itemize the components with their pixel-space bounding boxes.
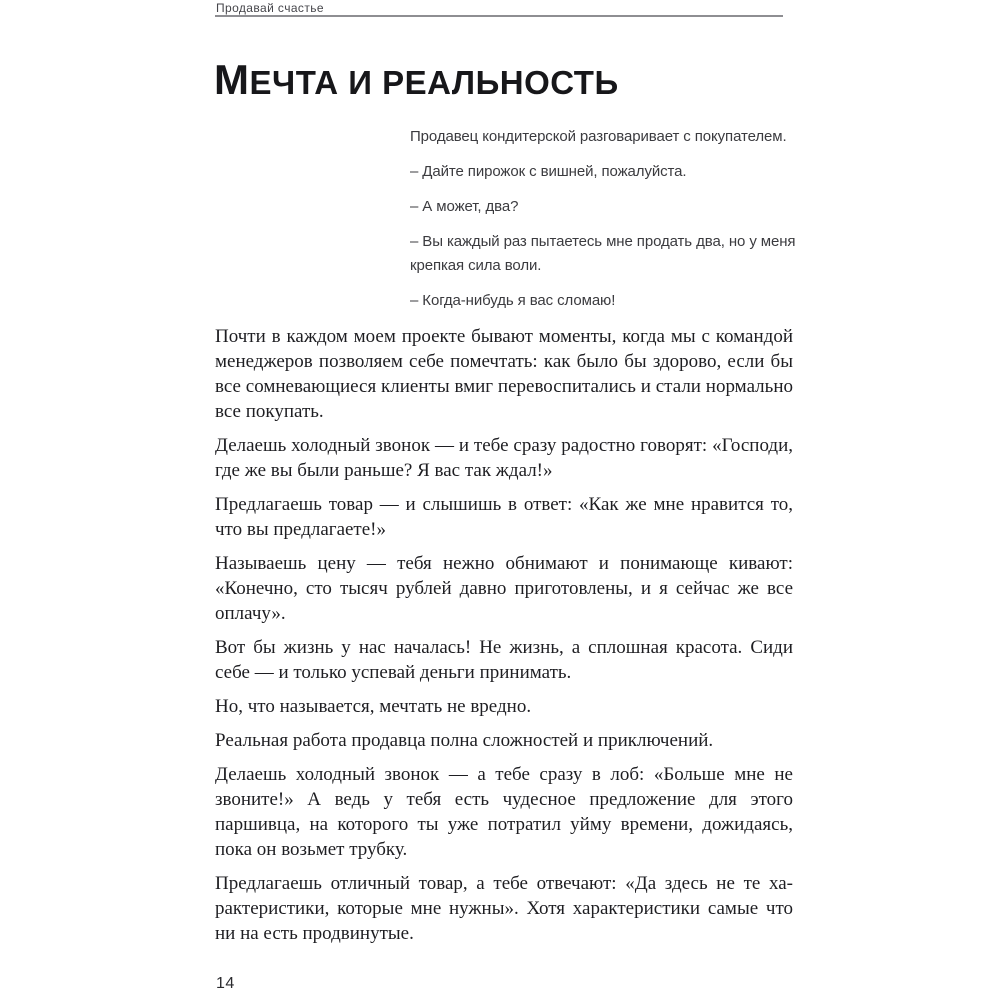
epigraph — [410, 125, 840, 324]
epigraph-line: – Когда-нибудь я вас сломаю! — [410, 292, 616, 309]
epigraph-line: – Дайте пирожок с вишней, пожалуйста. — [410, 163, 687, 180]
body-paragraph: Предлагаешь отличный товар, а тебе отвечают: «Да здесь не те характеристики, которые мне нужны». Хотя характеристики самые что ни на есть продвинутые. — [215, 873, 793, 944]
body-text — [215, 324, 793, 955]
chapter-title-initial: М — [214, 56, 250, 103]
body-paragraph: Делаешь холодный звонок — а тебе сразу в лоб: «Больше мне не звоните!» А ведь у тебя есть чудесное предложение для этого паршивца, на которого ты уже потратил уйму времени, дожидаясь, пока он возьмет трубку. — [215, 764, 793, 860]
body-paragraph: Но, что называется, мечтать не вредно. — [215, 696, 532, 717]
body-paragraph: Почти в каждом моем проекте бывают моменты, когда мы с командой менеджеров позволяем себе помечтать: как было бы здорово, если бы все сомневающиеся клиенты вмиг перевоспитались и стали нормально все покупать. — [215, 326, 793, 422]
body-paragraph: Называешь цену — тебя нежно обнимают и понимающе кивают: «Конечно, сто тысяч рублей давно приготовлены, и я сейчас же все оплачу». — [215, 553, 793, 624]
epigraph-line: – А может, два? — [410, 198, 519, 215]
epigraph-line: – Вы каждый раз пытаетесь мне продать два, но у меня крепкая сила воли. — [410, 233, 796, 274]
body-paragraph: Делаешь холодный звонок — и тебе сразу радостно говорят: «Господи, где же вы были раньше? Я вас так ждал!» — [215, 435, 793, 481]
chapter-title-rest: ЕЧТА И РЕАЛЬНОСТЬ — [249, 64, 619, 101]
body-paragraph: Вот бы жизнь у нас началась! Не жизнь, а сплошная красота. Сиди себе — и только успевай деньги принимать. — [215, 637, 793, 683]
body-paragraph: Предлагаешь товар — и слышишь в ответ: «Как же мне нравится то, что вы предлагаете!» — [215, 494, 793, 540]
running-header: Продавай счастье — [216, 1, 324, 15]
page-number: 14 — [216, 975, 235, 992]
chapter-title — [214, 56, 619, 103]
body-paragraph: Реальная работа продавца полна сложностей и приключений. — [215, 730, 714, 751]
epigraph-line: Продавец кондитерской разговаривает с покупателем. — [410, 128, 787, 145]
header-divider — [215, 15, 783, 17]
